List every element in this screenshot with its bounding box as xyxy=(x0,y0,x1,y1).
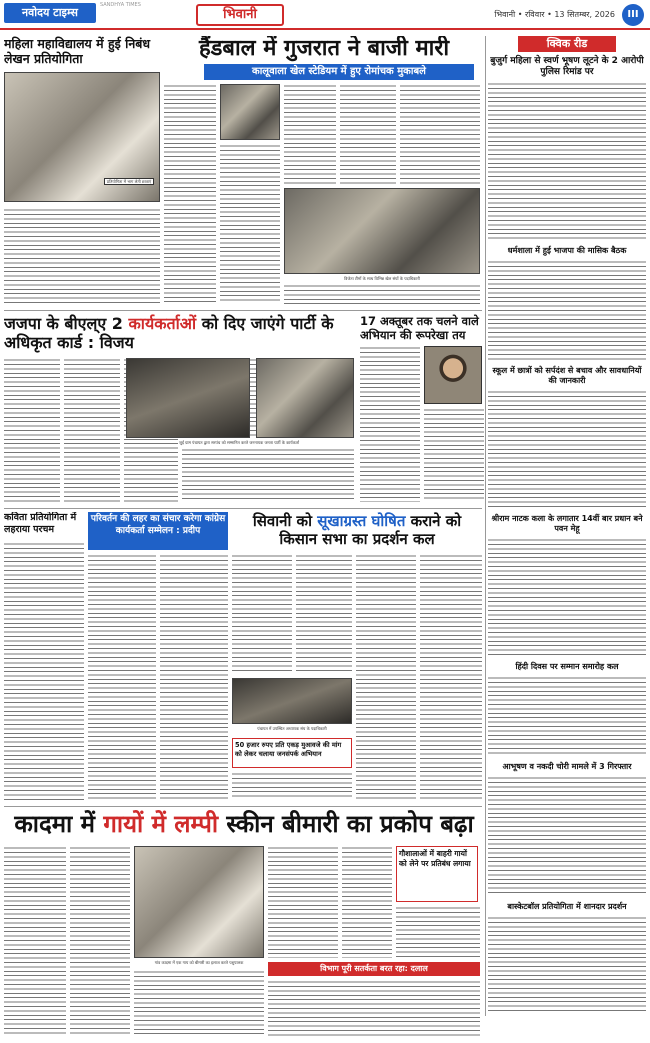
handball-team-photo xyxy=(284,188,480,274)
headline-congress: परिवर्तन की लहर का संचार करेगा कांग्रेस कार्यकर्ता सम्मेलन : प्रदीप xyxy=(88,512,228,550)
handball-photo-left xyxy=(220,84,280,140)
story-handball xyxy=(164,36,484,306)
congress-body-col1 xyxy=(88,554,156,800)
headline-poem: कविता प्रतियोगिता में लहराया परचम xyxy=(4,512,77,535)
handball-body-col1 xyxy=(164,84,216,304)
story-poem xyxy=(4,512,84,802)
city-tab: भिवानी xyxy=(196,4,284,26)
masthead-small: SANDHYA TIMES xyxy=(100,2,141,8)
quick-body-4 xyxy=(488,538,646,656)
drought-photo xyxy=(232,678,352,724)
jjp-headline-part1: जजपा के बीएल्ए 2 xyxy=(4,314,129,333)
brand-logo: नवोदय टाइम्स xyxy=(4,3,96,23)
lumpy-body-col2 xyxy=(70,846,130,1036)
lumpy-photo xyxy=(134,846,264,958)
headline-oct17: 17 अक्तूबर तक चलने वाले अभियान की रूपरेखा तय xyxy=(360,314,479,342)
lumpy-vigilance-headline: विभाग पूरी सतर्कता बरत रहा: दलाल xyxy=(268,962,480,976)
lumpy-box xyxy=(396,846,478,902)
quick-body-5 xyxy=(488,676,646,756)
lumpy-body-col5 xyxy=(342,846,392,958)
story-lumpy xyxy=(4,810,484,1038)
jjp-headline-highlight: कार्यकर्ताओं xyxy=(128,314,197,333)
lumpy-headline-highlight: गायों में लम्पी xyxy=(103,810,219,838)
headline-college: महिला महाविद्यालय में हुई निबंध लेखन प्रतियोगिता xyxy=(4,36,151,66)
story-drought xyxy=(232,512,482,802)
quick-body-1 xyxy=(488,82,646,242)
college-body xyxy=(4,208,160,304)
lumpy-headline-part3: स्कीन बीमारी का प्रकोप बढ़ा xyxy=(218,810,474,838)
jjp-body-col7 xyxy=(182,448,354,502)
jjp-body-col1 xyxy=(4,358,60,502)
lumpy-body-col7 xyxy=(268,980,480,1036)
quick-body-2 xyxy=(488,260,646,360)
lumpy-headline-part1: कादमा में xyxy=(14,810,104,838)
oct17-body-col2 xyxy=(424,408,484,502)
story-oct17 xyxy=(360,314,484,504)
story-congress xyxy=(88,512,228,802)
drought-headline-part1: सिवानी को xyxy=(252,512,318,530)
quick-body-7 xyxy=(488,916,646,1012)
quick-headline-1: बुजुर्ग महिला से स्वर्ण भूषण लूटने के 2 आरोपी पुलिस रिमांड पर xyxy=(490,56,644,77)
quick-read-label: क्विक रीड xyxy=(518,36,616,52)
jjp-headline-part3: को दिए जाएंगे पार्टी के अधिकृत कार्ड : विजय xyxy=(4,314,334,352)
drought-headline-highlight: सूखाग्रस्त घोषित xyxy=(317,512,406,530)
divider-3 xyxy=(4,806,482,807)
handball-subhead: कालूवाला खेल स्टेडियम में हुए रोमांचक मुकाबले xyxy=(204,64,474,80)
poem-body xyxy=(4,542,84,800)
handball-body-col2 xyxy=(284,84,336,184)
drought-body-col1 xyxy=(232,554,292,674)
lumpy-body-col3 xyxy=(134,970,264,1036)
jjp-photo-caption: जुई ग्राम पंचायत द्वारा सरपंच को सम्मानित करते जननायक जनता पार्टी के कार्यकर्ता xyxy=(178,440,300,445)
quick-headline-2: धर्मशाला में हुई भाजपा की मासिक बैठक xyxy=(507,246,627,255)
quick-headline-6: आभूषण व नकदी चोरी मामले में 3 गिरफ्तार xyxy=(502,762,632,771)
quick-body-6 xyxy=(488,776,646,896)
drought-headline-part3: कराने को किसान सभा का प्रदर्शन कल xyxy=(279,512,462,548)
drought-body-col2 xyxy=(296,554,352,674)
lumpy-photo-caption: गांव कादमा में एक गाय को बीमारी का इलाज करते पशुपालक xyxy=(154,960,244,965)
handball-body-col4 xyxy=(400,84,480,184)
oct17-body-col1 xyxy=(360,346,420,502)
headline-jjp xyxy=(4,314,356,352)
quick-headline-7: बास्केटबॉल प्रतियोगिता में शानदार प्रदर्शन xyxy=(507,902,627,911)
quick-headline-5: हिंदी दिवस पर सम्मान समारोह कल xyxy=(515,662,619,671)
lumpy-body-col4 xyxy=(268,846,338,958)
drought-box-headline: 50 हजार रुपए प्रति एकड़ मुआवजे की मांग को लेकर चलाया जनसंपर्क अभियान xyxy=(235,741,342,758)
drought-body-col5 xyxy=(232,772,352,800)
divider-1 xyxy=(4,310,482,311)
lumpy-body-col6 xyxy=(396,906,480,958)
handball-photo-caption: विजेता टीमों के साथ विभिन्न खेल संघों के पदाधिकारी xyxy=(344,276,420,281)
lumpy-body-col1 xyxy=(4,846,66,1036)
handball-body-col5 xyxy=(220,144,280,304)
quick-body-3 xyxy=(488,390,646,508)
story-college xyxy=(4,36,160,306)
congress-body-col2 xyxy=(160,554,228,800)
page-number: III xyxy=(622,4,644,26)
jjp-photo xyxy=(126,358,250,438)
drought-photo-caption: पंचायत में उपस्थित अध्यापक संघ के पदाधिकारी xyxy=(257,726,327,731)
quick-read-column xyxy=(488,36,646,1016)
drought-body-col4 xyxy=(420,554,482,800)
handball-body-col6 xyxy=(284,284,480,304)
drought-box xyxy=(232,738,352,768)
headline-handball: हैंडबाल में गुजरात ने बाजी मारी xyxy=(198,36,450,61)
college-photo-caption: प्रतियोगिता में भाग लेती छात्राएं xyxy=(104,178,154,185)
drought-body-col3 xyxy=(356,554,416,800)
divider-right-column xyxy=(485,36,486,1016)
jjp-body-col2 xyxy=(64,358,120,502)
divider-2 xyxy=(4,508,482,509)
oct17-portrait xyxy=(424,346,482,404)
quick-headline-3: स्कूल में छात्रों को सर्पदंश से बचाव और सावधानियों की जानकारी xyxy=(492,366,642,385)
dateline: भिवानी • रविवार • 13 सितम्बर, 2026 xyxy=(494,10,615,19)
jjp-photo-2 xyxy=(256,358,354,438)
headline-lumpy xyxy=(4,810,484,838)
headline-drought xyxy=(232,512,482,548)
lumpy-box-headline: गौशालाओं में बाहरी गायों को लेने पर प्रतिबंध लगाया xyxy=(399,849,471,868)
handball-body-col3 xyxy=(340,84,396,184)
quick-headline-4: श्रीराम नाटक कला के लगातार 14वीं बार प्रधान बने पवन मेहू xyxy=(491,514,643,533)
masthead xyxy=(0,0,650,30)
